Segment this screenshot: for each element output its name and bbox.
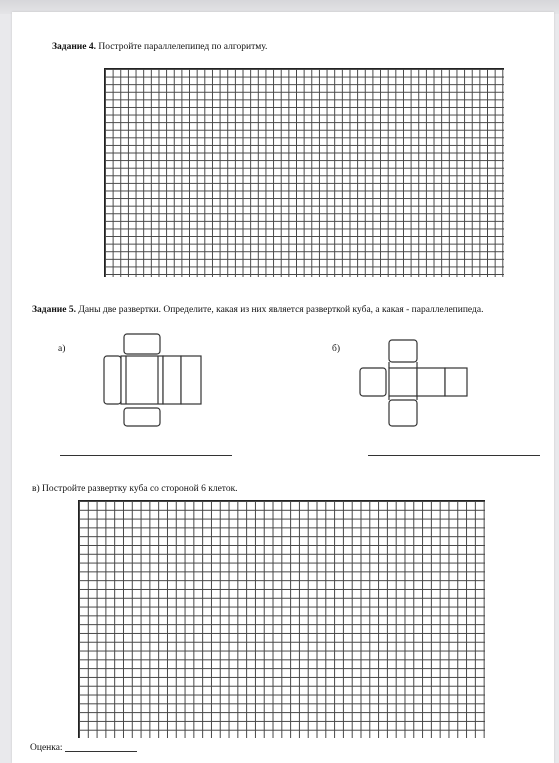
task5-number: Задание 5. bbox=[32, 305, 76, 315]
task5c-graph-grid bbox=[78, 500, 485, 738]
answer-line-a[interactable] bbox=[60, 455, 232, 456]
net-b-label: б) bbox=[332, 344, 340, 354]
task4-heading bbox=[52, 41, 267, 53]
task5-heading bbox=[32, 304, 502, 316]
task5-text: Даны две развертки. Определите, какая из них является разверткой куба, а какая - параллелепипеда. bbox=[78, 305, 484, 315]
task4-graph-grid bbox=[104, 68, 504, 277]
task4-text: Постройте параллелепипед по алгоритму. bbox=[98, 42, 268, 52]
net-b-figure bbox=[352, 338, 472, 430]
task4-number: Задание 4. bbox=[52, 42, 96, 52]
worksheet-page bbox=[12, 12, 554, 763]
grade-blank-line[interactable] bbox=[65, 751, 137, 752]
grade-label: Оценка: bbox=[30, 743, 63, 753]
grade-field bbox=[30, 743, 137, 753]
answer-line-b[interactable] bbox=[368, 455, 540, 456]
task5c-text: в) Постройте развертку куба со стороной 6 клеток. bbox=[32, 484, 238, 494]
net-a-figure bbox=[96, 332, 208, 432]
net-a-label: а) bbox=[58, 344, 66, 354]
